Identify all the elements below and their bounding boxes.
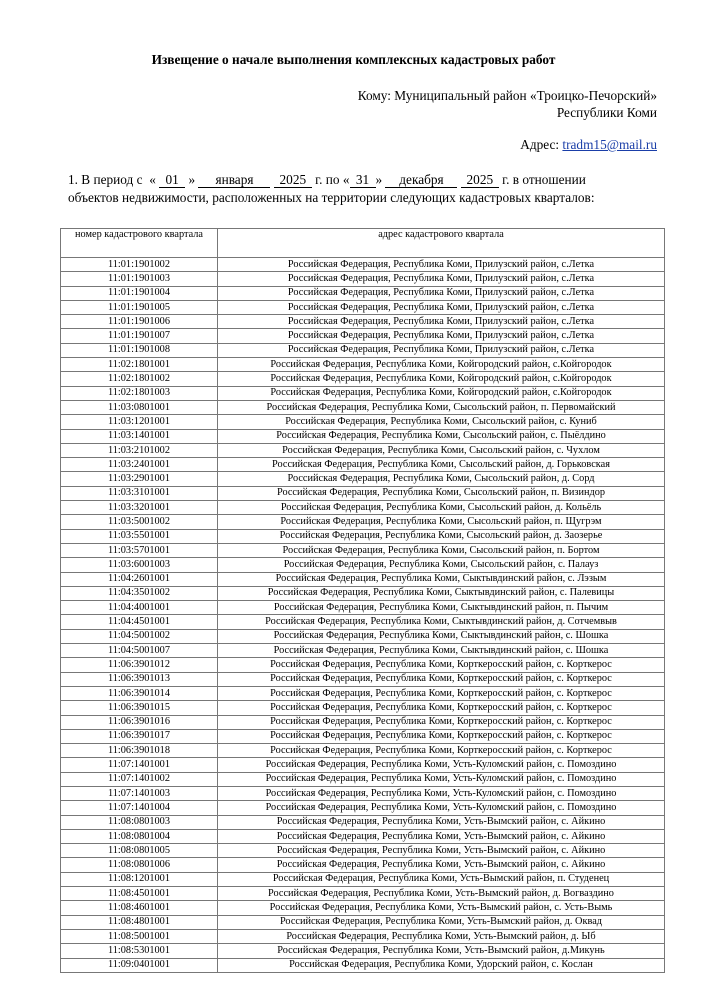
table-row (61, 901, 665, 915)
cadastral-number-cell: 11:03:6001003 (61, 558, 218, 572)
cadastral-number-cell: 11:06:3901015 (61, 701, 218, 715)
table-row (61, 272, 665, 286)
table-row (61, 958, 665, 972)
table-row (61, 386, 665, 400)
cadastral-address-cell: Российская Федерация, Республика Коми, Корткеросский район, с. Корткерос (218, 686, 665, 700)
period-mid: г. по (315, 172, 340, 187)
month-to: декабря (385, 173, 457, 188)
cadastral-address-cell: Российская Федерация, Республика Коми, Сысольский район, п. Первомайский (218, 400, 665, 414)
table-row (61, 400, 665, 414)
cadastral-address-cell: Российская Федерация, Республика Коми, Сысольский район, с. Пыёлдино (218, 429, 665, 443)
cadastral-number-cell: 11:02:1801002 (61, 372, 218, 386)
cadastral-address-cell: Российская Федерация, Республика Коми, Сысольский район, д. Кольёль (218, 501, 665, 515)
cadastral-address-cell: Российская Федерация, Республика Коми, Корткеросский район, с. Корткерос (218, 729, 665, 743)
cadastral-number-cell: 11:03:5501001 (61, 529, 218, 543)
cadastral-number-cell: 11:03:1201001 (61, 415, 218, 429)
table-row (61, 443, 665, 457)
cadastral-address-cell: Российская Федерация, Республика Коми, Усть-Куломский район, с. Помоздино (218, 786, 665, 800)
quote-close-from: » (188, 172, 196, 187)
table-row (61, 615, 665, 629)
month-from: января (198, 173, 270, 188)
cadastral-number-cell: 11:03:3101001 (61, 486, 218, 500)
cadastral-number-cell: 11:01:1901007 (61, 329, 218, 343)
cadastral-number-cell: 11:07:1401004 (61, 801, 218, 815)
cadastral-address-cell: Российская Федерация, Республика Коми, Корткеросский район, с. Корткерос (218, 658, 665, 672)
cadastral-address-cell: Российская Федерация, Республика Коми, Койгородский район, с.Койгородок (218, 358, 665, 372)
cadastral-number-cell: 11:01:1901003 (61, 272, 218, 286)
cadastral-address-cell: Российская Федерация, Республика Коми, Усть-Куломский район, с. Помоздино (218, 758, 665, 772)
table-row (61, 586, 665, 600)
table-row (61, 472, 665, 486)
table-row (61, 686, 665, 700)
cadastral-number-cell: 11:03:2401001 (61, 458, 218, 472)
cadastral-number-cell: 11:07:1401003 (61, 786, 218, 800)
cadastral-number-cell: 11:04:3501002 (61, 586, 218, 600)
cadastral-address-cell: Российская Федерация, Республика Коми, Сыктывдинский район, д. Сотчемвыв (218, 615, 665, 629)
cadastral-address-cell: Российская Федерация, Республика Коми, Сыктывдинский район, с. Палевицы (218, 586, 665, 600)
cadastral-address-cell: Российская Федерация, Республика Коми, Усть-Куломский район, с. Помоздино (218, 801, 665, 815)
cadastral-address-cell: Российская Федерация, Республика Коми, Койгородский район, с.Койгородок (218, 386, 665, 400)
table-row (61, 315, 665, 329)
cadastral-number-cell: 11:07:1401001 (61, 758, 218, 772)
cadastral-number-cell: 11:08:0801004 (61, 829, 218, 843)
table-row (61, 729, 665, 743)
period-line (68, 172, 586, 188)
table-row (61, 915, 665, 929)
table-body (61, 258, 665, 973)
cadastral-number-cell: 11:01:1901008 (61, 343, 218, 357)
cadastral-address-cell: Российская Федерация, Республика Коми, Усть-Вымский район, с. Айкино (218, 844, 665, 858)
table-row (61, 300, 665, 314)
table-row (61, 329, 665, 343)
cadastral-address-cell: Российская Федерация, Республика Коми, Прилузский район, с.Летка (218, 300, 665, 314)
cadastral-address-cell: Российская Федерация, Республика Коми, Усть-Вымский район, д.Микунь (218, 944, 665, 958)
table-row (61, 844, 665, 858)
email-link[interactable]: tradm15@mail.ru (562, 137, 657, 152)
cadastral-address-cell: Российская Федерация, Республика Коми, Усть-Вымский район, п. Студенец (218, 872, 665, 886)
cadastral-address-cell: Российская Федерация, Республика Коми, Корткеросский район, с. Корткерос (218, 672, 665, 686)
address-line (520, 137, 657, 153)
cadastral-address-cell: Российская Федерация, Республика Коми, Прилузский район, с.Летка (218, 329, 665, 343)
table-row (61, 501, 665, 515)
table-row (61, 343, 665, 357)
cadastral-number-cell: 11:09:0401001 (61, 958, 218, 972)
cadastral-number-cell: 11:01:1901006 (61, 315, 218, 329)
cadastral-address-cell: Российская Федерация, Республика Коми, Удорский район, с. Кослан (218, 958, 665, 972)
cadastral-address-cell: Российская Федерация, Республика Коми, Прилузский район, с.Летка (218, 258, 665, 272)
cadastral-number-cell: 11:06:3901016 (61, 715, 218, 729)
table-row (61, 529, 665, 543)
table-row (61, 758, 665, 772)
table-row (61, 543, 665, 557)
cadastral-number-cell: 11:03:5001002 (61, 515, 218, 529)
cadastral-address-cell: Российская Федерация, Республика Коми, Сысольский район, д. Заозерье (218, 529, 665, 543)
cadastral-number-cell: 11:04:5001002 (61, 629, 218, 643)
cadastral-address-cell: Российская Федерация, Республика Коми, Прилузский район, с.Летка (218, 315, 665, 329)
table-row (61, 944, 665, 958)
header-number: номер кадастрового квартала (61, 229, 218, 258)
cadastral-number-cell: 11:06:3901012 (61, 658, 218, 672)
day-from: 01 (159, 173, 185, 188)
cadastral-number-cell: 11:08:0801005 (61, 844, 218, 858)
quote-close-to: » (375, 172, 383, 187)
table-row (61, 486, 665, 500)
cadastral-address-cell: Российская Федерация, Республика Коми, Усть-Вымский район, с. Айкино (218, 858, 665, 872)
table-row (61, 429, 665, 443)
cadastral-number-cell: 11:08:5001001 (61, 929, 218, 943)
cadastral-address-cell: Российская Федерация, Республика Коми, Сысольский район, п. Визиндор (218, 486, 665, 500)
cadastral-address-cell: Российская Федерация, Республика Коми, Сысольский район, с. Куниб (218, 415, 665, 429)
quote-open-from: « (149, 172, 156, 187)
table-row (61, 658, 665, 672)
cadastral-number-cell: 11:06:3901018 (61, 744, 218, 758)
table-row (61, 372, 665, 386)
cadastral-address-cell: Российская Федерация, Республика Коми, Сысольский район, д. Сорд (218, 472, 665, 486)
table-row (61, 929, 665, 943)
cadastral-address-cell: Российская Федерация, Республика Коми, Прилузский район, с.Летка (218, 286, 665, 300)
table-row (61, 872, 665, 886)
cadastral-number-cell: 11:03:3201001 (61, 501, 218, 515)
cadastral-number-cell: 11:08:0801003 (61, 815, 218, 829)
quote-open-to: « (342, 172, 350, 187)
cadastral-number-cell: 11:08:4501001 (61, 887, 218, 901)
cadastral-address-cell: Российская Федерация, Республика Коми, Сысольский район, п. Щугрэм (218, 515, 665, 529)
cadastral-number-cell: 11:08:1201001 (61, 872, 218, 886)
table-row (61, 672, 665, 686)
cadastral-number-cell: 11:03:2901001 (61, 472, 218, 486)
cadastral-number-cell: 11:04:2601001 (61, 572, 218, 586)
cadastral-number-cell: 11:02:1801001 (61, 358, 218, 372)
cadastral-number-cell: 11:04:4501001 (61, 615, 218, 629)
cadastral-number-cell: 11:01:1901002 (61, 258, 218, 272)
cadastral-address-cell: Российская Федерация, Республика Коми, Сыктывдинский район, с. Лэзым (218, 572, 665, 586)
cadastral-number-cell: 11:02:1801003 (61, 386, 218, 400)
cadastral-table (60, 228, 665, 973)
cadastral-number-cell: 11:08:5301001 (61, 944, 218, 958)
table-row (61, 701, 665, 715)
table-row (61, 572, 665, 586)
cadastral-address-cell: Российская Федерация, Республика Коми, Усть-Вымский район, с. Айкино (218, 829, 665, 843)
cadastral-address-cell: Российская Федерация, Республика Коми, Корткеросский район, с. Корткерос (218, 701, 665, 715)
cadastral-number-cell: 11:01:1901005 (61, 300, 218, 314)
cadastral-address-cell: Российская Федерация, Республика Коми, Сысольский район, д. Горьковская (218, 458, 665, 472)
table-row (61, 286, 665, 300)
table-row (61, 558, 665, 572)
table-row (61, 258, 665, 272)
cadastral-number-cell: 11:06:3901013 (61, 672, 218, 686)
cadastral-address-cell: Российская Федерация, Республика Коми, Прилузский район, с.Летка (218, 343, 665, 357)
table-row (61, 858, 665, 872)
cadastral-number-cell: 11:06:3901017 (61, 729, 218, 743)
cadastral-number-cell: 11:03:2101002 (61, 443, 218, 457)
cadastral-address-cell: Российская Федерация, Республика Коми, Сыктывдинский район, п. Пычим (218, 601, 665, 615)
cadastral-address-cell: Российская Федерация, Республика Коми, Койгородский район, с.Койгородок (218, 372, 665, 386)
cadastral-number-cell: 11:04:4001001 (61, 601, 218, 615)
cadastral-address-cell: Российская Федерация, Республика Коми, Прилузский район, с.Летка (218, 272, 665, 286)
year-from: 2025 (274, 173, 312, 188)
table-row (61, 458, 665, 472)
cadastral-address-cell: Российская Федерация, Республика Коми, Сыктывдинский район, с. Шошка (218, 644, 665, 658)
table-row (61, 715, 665, 729)
cadastral-address-cell: Российская Федерация, Республика Коми, Сыктывдинский район, с. Шошка (218, 629, 665, 643)
cadastral-address-cell: Российская Федерация, Республика Коми, Усть-Вымский район, д. Ыб (218, 929, 665, 943)
table-row (61, 415, 665, 429)
cadastral-address-cell: Российская Федерация, Республика Коми, Усть-Вымский район, с. Айкино (218, 815, 665, 829)
table-row (61, 772, 665, 786)
table-row (61, 358, 665, 372)
recipient-line-2: Республики Коми (556, 105, 657, 120)
cadastral-number-cell: 11:03:0801001 (61, 400, 218, 414)
cadastral-address-cell: Российская Федерация, Республика Коми, Корткеросский район, с. Корткерос (218, 744, 665, 758)
year-to: 2025 (461, 173, 499, 188)
table-row (61, 786, 665, 800)
table-row (61, 801, 665, 815)
cadastral-number-cell: 11:07:1401002 (61, 772, 218, 786)
cadastral-number-cell: 11:08:4601001 (61, 901, 218, 915)
cadastral-number-cell: 11:04:5001007 (61, 644, 218, 658)
recipient-line-1: Кому: Муниципальный район «Троицко-Печорский» (357, 88, 657, 103)
table-row (61, 644, 665, 658)
cadastral-number-cell: 11:08:4801001 (61, 915, 218, 929)
cadastral-number-cell: 11:01:1901004 (61, 286, 218, 300)
cadastral-number-cell: 11:03:1401001 (61, 429, 218, 443)
period-line-2: объектов недвижимости, расположенных на территории следующих кадастровых кварталов: (68, 190, 595, 205)
table-row (61, 515, 665, 529)
table-row (61, 887, 665, 901)
table-row (61, 744, 665, 758)
cadastral-address-cell: Российская Федерация, Республика Коми, Усть-Вымский район, с. Усть-Вымь (218, 901, 665, 915)
cadastral-address-cell: Российская Федерация, Республика Коми, Сысольский район, с. Чухлом (218, 443, 665, 457)
table-header-row (61, 229, 665, 258)
cadastral-address-cell: Российская Федерация, Республика Коми, Сысольский район, п. Бортом (218, 543, 665, 557)
cadastral-number-cell: 11:03:5701001 (61, 543, 218, 557)
table-row (61, 815, 665, 829)
table-row (61, 829, 665, 843)
header-address: адрес кадастрового квартала (218, 229, 665, 258)
cadastral-address-cell: Российская Федерация, Республика Коми, Корткеросский район, с. Корткерос (218, 715, 665, 729)
period-prefix: 1. В период с (68, 172, 143, 187)
notice-title: Извещение о начале выполнения комплексных кадастровых работ (151, 52, 556, 67)
period-suffix: г. в отношении (502, 172, 586, 187)
table-row (61, 601, 665, 615)
cadastral-number-cell: 11:06:3901014 (61, 686, 218, 700)
cadastral-address-cell: Российская Федерация, Республика Коми, Усть-Вымский район, д. Вогваздино (218, 887, 665, 901)
cadastral-address-cell: Российская Федерация, Республика Коми, Усть-Вымский район, д. Оквад (218, 915, 665, 929)
day-to: 31 (350, 173, 376, 188)
table-row (61, 629, 665, 643)
cadastral-address-cell: Российская Федерация, Республика Коми, Усть-Куломский район, с. Помоздино (218, 772, 665, 786)
cadastral-number-cell: 11:08:0801006 (61, 858, 218, 872)
address-label: Адрес: (520, 137, 563, 152)
cadastral-address-cell: Российская Федерация, Республика Коми, Сысольский район, с. Палауз (218, 558, 665, 572)
